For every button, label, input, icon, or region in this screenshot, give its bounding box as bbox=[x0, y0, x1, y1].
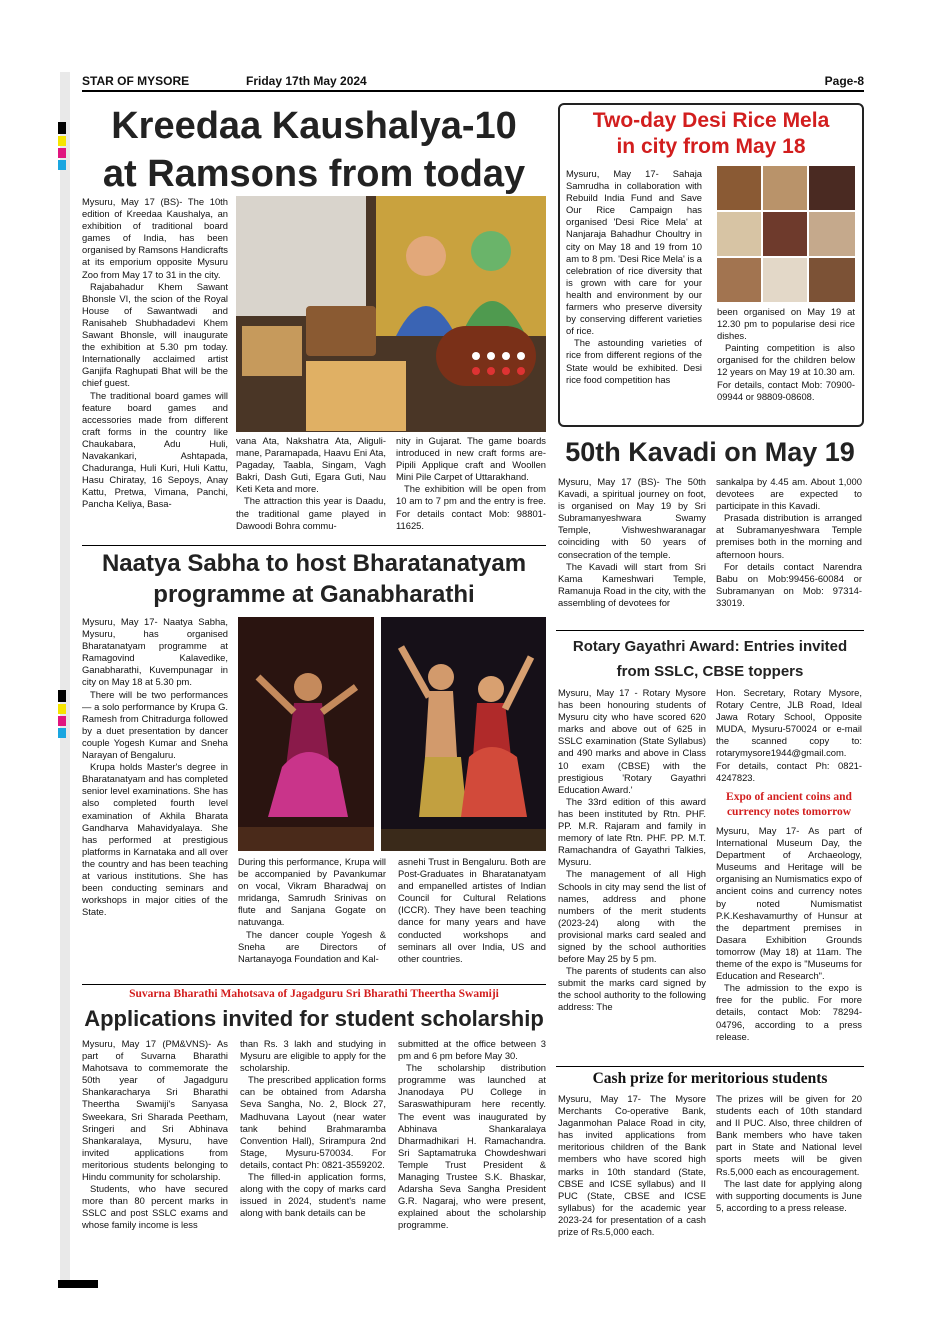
scholarship-col1 bbox=[82, 1038, 228, 1232]
registration-mark bbox=[58, 122, 66, 134]
paragraph: The 33rd edition of this award has been instituted by Rtn. PHF. PP. M.R. Rajaram and family in memory of late Rtn. PHF. PP. M.T. Ramachandra of Gayathri Talkies, Mysuru. bbox=[558, 795, 706, 868]
section-rule bbox=[82, 545, 546, 546]
issue-date: Friday 17th May 2024 bbox=[246, 74, 367, 88]
paragraph: The Kavadi will start from Sri Kama Kameshwari Temple, Ramanuja Road in the city, with the assembling of devotees for bbox=[558, 560, 706, 608]
paragraph: The scholarship distribution programme was launched at Jnanodaya PU College in Saraswathipuram here recently. The event was inaugurated by Abhinava Shankaralaya Dharmadhikari H. Ramachandra. Sri Saptamatruka Chowdeshwari Temple Trust President & Managing Trustee S.K. Bhaskar, Adarsha Seva Sangha President G.R. Nagaraj, who were present, explained about the scholarship programme. bbox=[398, 1062, 546, 1231]
registration-mark bbox=[58, 728, 66, 738]
kreedaa-col2 bbox=[236, 435, 386, 532]
registration-mark bbox=[58, 690, 66, 702]
registration-mark bbox=[58, 160, 66, 170]
rotary-col2 bbox=[716, 687, 862, 784]
rice-col1 bbox=[566, 168, 702, 386]
paragraph: vana Ata, Nakshatra Ata, Aliguli-mane, Paramapada, Haavu Eni Ata, Pagaday, Taabla, Singam, Vagh Bakri, Dash Guti, Egara Guti, Nau Keti Keta and more. bbox=[236, 435, 386, 495]
paragraph: The dancer couple Yogesh & Sneha are Directors of Nartanayoga Foundation and Kal- bbox=[238, 928, 386, 964]
registration-mark bbox=[58, 716, 66, 726]
headline-line: from SSLC, CBSE toppers bbox=[616, 663, 804, 680]
paragraph: Mysuru, May 17- Naatya Sabha, Mysuru, has organised Bharatanatyam programme at Ramagovind Kalavedike, Ganabharathi, Kuvempunagar in city on May 18 at 5.30 pm. bbox=[82, 616, 228, 688]
rice-varieties-photo bbox=[717, 166, 855, 302]
paragraph: The attraction this year is Daadu, the traditional game played in Dawoodi Bohra commu- bbox=[236, 495, 386, 531]
title-line: Two-day Desi Rice Mela bbox=[592, 109, 830, 132]
paragraph: Mysuru, May 17 (BS)- The 10th edition of Kreedaa Kaushalya, an exhibition of traditional board games of India, has been organised by Ramsons Handicrafts at its emporium opposite Mysuru Zoo from May 17 to 31 in the city. bbox=[82, 196, 228, 280]
paragraph: The traditional board games will feature board games and accessories made from different craft forms in the country like Chaukabara, Adu Huli, Navakankari, Ashtapada, Chaduranga, Huli Kuri, Huli Kattu, Hasu Chiratay, 16 Sepoys, Anay Kattu, Pretwa, Vimana, Panchi, Pancha Keliya, Basa- bbox=[82, 389, 228, 510]
title-line: currency notes tomorrow bbox=[726, 806, 852, 818]
registration-strip bbox=[60, 72, 70, 1280]
paragraph: Prasada distribution is arranged at Subramanyeshwara Temple premises both in the morning and afternoon hours. bbox=[716, 512, 862, 560]
paragraph: Rajabahadur Khem Sawant Bhonsle VI, the scion of the Royal House of Sawantwadi and Ranisaheb Shubhadadevi Khem Sawant Bhonsle, will inaugurate the exhibition at 5.30 pm today. Internationally acclaimed artist Ganjifa Raghupati Bhat will be the chief guest. bbox=[82, 280, 228, 389]
paragraph: asnehi Trust in Bengaluru. Both are Post-Graduates in Bharatanatyam and empanelled artistes of Indian Council for Cultural Relations (ICCR). They have been teaching dance for many years and have conducted workshops and seminars all over India, US and other countries. bbox=[398, 856, 546, 964]
paragraph: nity in Gujarat. The game boards introduced in new craft forms are- Pipili Applique craft and Woollen Mini Pile Carpet of Uttarakhand. bbox=[396, 435, 546, 483]
scholarship-col3 bbox=[398, 1038, 546, 1232]
scholarship-col2 bbox=[240, 1038, 386, 1219]
paragraph: The astounding varieties of rice from different regions of the State would be exhibited. Desi rice food competition has bbox=[566, 337, 702, 385]
paragraph: The admission to the expo is free for the public. For more details, contact Mob: 78294-04796, according to a press release. bbox=[716, 982, 862, 1042]
naatya-col1 bbox=[82, 616, 228, 918]
solo-dancer-photo bbox=[238, 617, 374, 851]
paragraph: Mysuru, May 17 (PM&VNS)- As part of Suvarna Bharathi Mahotsava to commemorate the 50th year of Jagadguru Shankaracharya Sri Bharathi Theertha Swamiji's Sanyasa Sweekara, Sri Sharada Peetham, Sringeri and Sri Abhinava Shankaralaya, Mysuru, have invited applications from meritorious students belonging to Hindu community for scholarship. bbox=[82, 1038, 228, 1183]
paragraph: During this performance, Krupa will be accompanied by Pavankumar on vocal, Vikram Bharadwaj on mridanga, Samrudh Srinivas on flute and Sanjana Gogate on natuvanga. bbox=[238, 856, 386, 928]
coins-headline bbox=[716, 790, 862, 820]
cash-col2 bbox=[716, 1093, 862, 1214]
paragraph: Mysuru, May 17- As part of International Museum Day, the Department of Archaeology, Museums and Heritage will be organising an Numismatics expo of ancient coins and currency notes by noted Numismatist P.K.Keshavamurthy of Hunsur at the department premises in Dasara Exhibition Grounds tomorrow (May 18) at 11am. The theme of the expo is "Museums for Education and Research". bbox=[716, 825, 862, 982]
paragraph: The filled-in application forms, along with the copy of marks card issued in 2024, student's name along with bank details can be bbox=[240, 1171, 386, 1219]
registration-mark bbox=[58, 136, 66, 146]
paragraph: The prescribed application forms can be obtained from Adarsha Seva Sangha, No. 2, Block 27, Madhuvana Layout (near water tank behind Brahmaramba Convention Hall), Srirampura 2nd Stage, Mysuru-570034. For details, contact Ph: 0821-3559202. bbox=[240, 1074, 386, 1170]
paragraph: The parents of students can also submit the marks card signed by the school authority to the following address: The bbox=[558, 965, 706, 1013]
header-rule bbox=[82, 90, 864, 92]
paragraph: Painting competition is also organised for the children below 12 years on May 19 at 10.30 am. For details, contact Mob: 70900-09944 or 98809-08608. bbox=[717, 342, 855, 402]
kavadi-headline: 50th Kavadi on May 19 bbox=[565, 437, 855, 467]
rice-mela-title bbox=[562, 108, 860, 160]
paragraph: Krupa holds Master's degree in Bharatanatyam and has completed senior level examinations. She has also completed fourth level examination of Akhila Bharata Gandharva Mahavidyalaya. She has performed at prestigious platforms in Karnataka and all over the country and has been teaching at various institutions. She has been conducting seminars and workshops in major cities of the State. bbox=[82, 761, 228, 918]
paragraph: The last date for applying along with supporting documents is June 5, according to a press release. bbox=[716, 1177, 862, 1213]
masthead: STAR OF MYSORE bbox=[82, 74, 190, 88]
naatya-col2 bbox=[238, 856, 386, 965]
paragraph: Mysuru, May 17 - Rotary Mysore has been honouring students of Mysuru city who have scored 620 marks and above out of 625 in SSLC examination (State Syllabus) and 490 marks and above in Class 10 exam (CBSE) with the prestigious 'Rotary Gayathri Education Award.' bbox=[558, 687, 706, 795]
headline-line: Naatya Sabha to host Bharatanatyam bbox=[101, 550, 527, 577]
headline-line: programme at Ganabharathi bbox=[153, 581, 475, 608]
headline-line: Kreedaa Kaushalya-10 bbox=[111, 105, 517, 147]
paragraph: submitted at the office between 3 pm and 6 pm before May 30. bbox=[398, 1038, 546, 1062]
rotary-col1 bbox=[558, 687, 706, 1014]
kavadi-col1 bbox=[558, 476, 706, 609]
scholarship-headline: Applications invited for student scholarship bbox=[84, 1006, 544, 1031]
title-line: Expo of ancient coins and bbox=[726, 791, 852, 803]
board-games-photo bbox=[236, 196, 546, 432]
cash-prize-headline: Cash prize for meritorious students bbox=[592, 1070, 828, 1087]
paragraph: Mysuru, May 17 (BS)- The 50th Kavadi, a spiritual journey on foot, is organised on May 19 by Sri Subramanyeshwara Swamy Temple, Vishweshwaranagar coinciding with 50 years of consecration of the temple. bbox=[558, 476, 706, 560]
paragraph: Mysuru, May 17- Sahaja Samrudha in collaboration with Rebuild India Fund and Save Our Rice Campaign has organised 'Desi Rice Mela' at Nanjaraja Bahadhur Choultry in city on May 18 and 19 from 10 am to 8 pm. 'Desi Rice Mela' is a celebration of rice diversity that is grown with care for your health and environment by our farmers who preserve diversity by conserving different varieties of rice. bbox=[566, 168, 702, 337]
registration-mark bbox=[58, 1280, 98, 1288]
paragraph: Students, who have secured more than 80 percent marks in SSLC and post SSLC exams and whose family income is less bbox=[82, 1183, 228, 1231]
title-line: in city from May 18 bbox=[616, 135, 806, 158]
duet-dancers-photo bbox=[381, 617, 546, 851]
coins-body bbox=[716, 825, 862, 1043]
kavadi-col2 bbox=[716, 476, 862, 609]
paragraph: Mysuru, May 17- The Mysore Merchants Co-operative Bank, Jaganmohan Palace Road in city, has invited applications from meritorious children of the Bank members who have scored high marks in 10th standard (State, CBSE and ICSE syllabus) and II PUC (State, CBSE and ICSE syllabus) for the academic year 2023-24 for presentation of a cash prize of Rs.5,000 each. bbox=[558, 1093, 706, 1238]
kreedaa-col1 bbox=[82, 196, 228, 541]
headline-line: Rotary Gayathri Award: Entries invited bbox=[572, 638, 848, 655]
page-header bbox=[82, 74, 864, 90]
headline-line: at Ramsons from today bbox=[102, 153, 526, 195]
naatya-col3 bbox=[398, 856, 546, 965]
paragraph: than Rs. 3 lakh and studying in Mysuru are eligible to apply for the scholarship. bbox=[240, 1038, 386, 1074]
scholarship-kicker: Suvarna Bharathi Mahotsava of Jagadguru Sri Bharathi Theertha Swamiji bbox=[129, 988, 499, 1000]
paragraph: For details contact Narendra Babu on Mob:99456-60084 or Subramanyan on Mob: 97314-33019. bbox=[716, 560, 862, 608]
rice-col2 bbox=[717, 306, 855, 403]
registration-mark bbox=[58, 148, 66, 158]
paragraph: The prizes will be given for 20 students each of 10th standard and II PUC. Also, three children of Bank members who have taken part in State and National level sports meets will be given Rs.5,000 each as encouragement. bbox=[716, 1093, 862, 1177]
paragraph: sankalpa by 4.45 am. About 1,000 devotees are expected to participate in this Kavadi. bbox=[716, 476, 862, 512]
naatya-headline bbox=[82, 548, 546, 610]
paragraph: There will be two performances — a solo performance by Krupa G. Ramesh from Chitradurga followed by a duet presentation by dancer couple Yogesh Kumar and Sneha Narayan of Bengaluru. bbox=[82, 688, 228, 761]
section-rule bbox=[556, 1066, 864, 1067]
paragraph: The management of all High Schools in city may send the list of names, address and phone numbers of the merit students (2023-24) along with the provisional marks card sealed and signed by the school authorities before May 25 by 5 pm. bbox=[558, 868, 706, 965]
section-rule bbox=[556, 630, 864, 631]
rotary-headline bbox=[556, 634, 864, 684]
section-rule bbox=[82, 984, 546, 985]
kreedaa-col3 bbox=[396, 435, 546, 532]
registration-mark bbox=[58, 704, 66, 714]
paragraph: Hon. Secretary, Rotary Mysore, Rotary Centre, JLB Road, Ideal Jawa Rotary School, Opposite MUDA, Mysuru-570024 or e-mail the scanned copy to: rotarymysore1944@gmail.com. For details, contact Ph: 0821-4247823. bbox=[716, 687, 862, 783]
cash-col1 bbox=[558, 1093, 706, 1238]
page-number: Page-8 bbox=[824, 74, 864, 88]
paragraph: The exhibition will be open from 10 am to 7 pm and the entry is free. For details contact Mob: 98801-11625. bbox=[396, 483, 546, 531]
kreedaa-headline bbox=[82, 102, 546, 198]
paragraph: been organised on May 19 at 12.30 pm to popularise desi rice dishes. bbox=[717, 306, 855, 342]
